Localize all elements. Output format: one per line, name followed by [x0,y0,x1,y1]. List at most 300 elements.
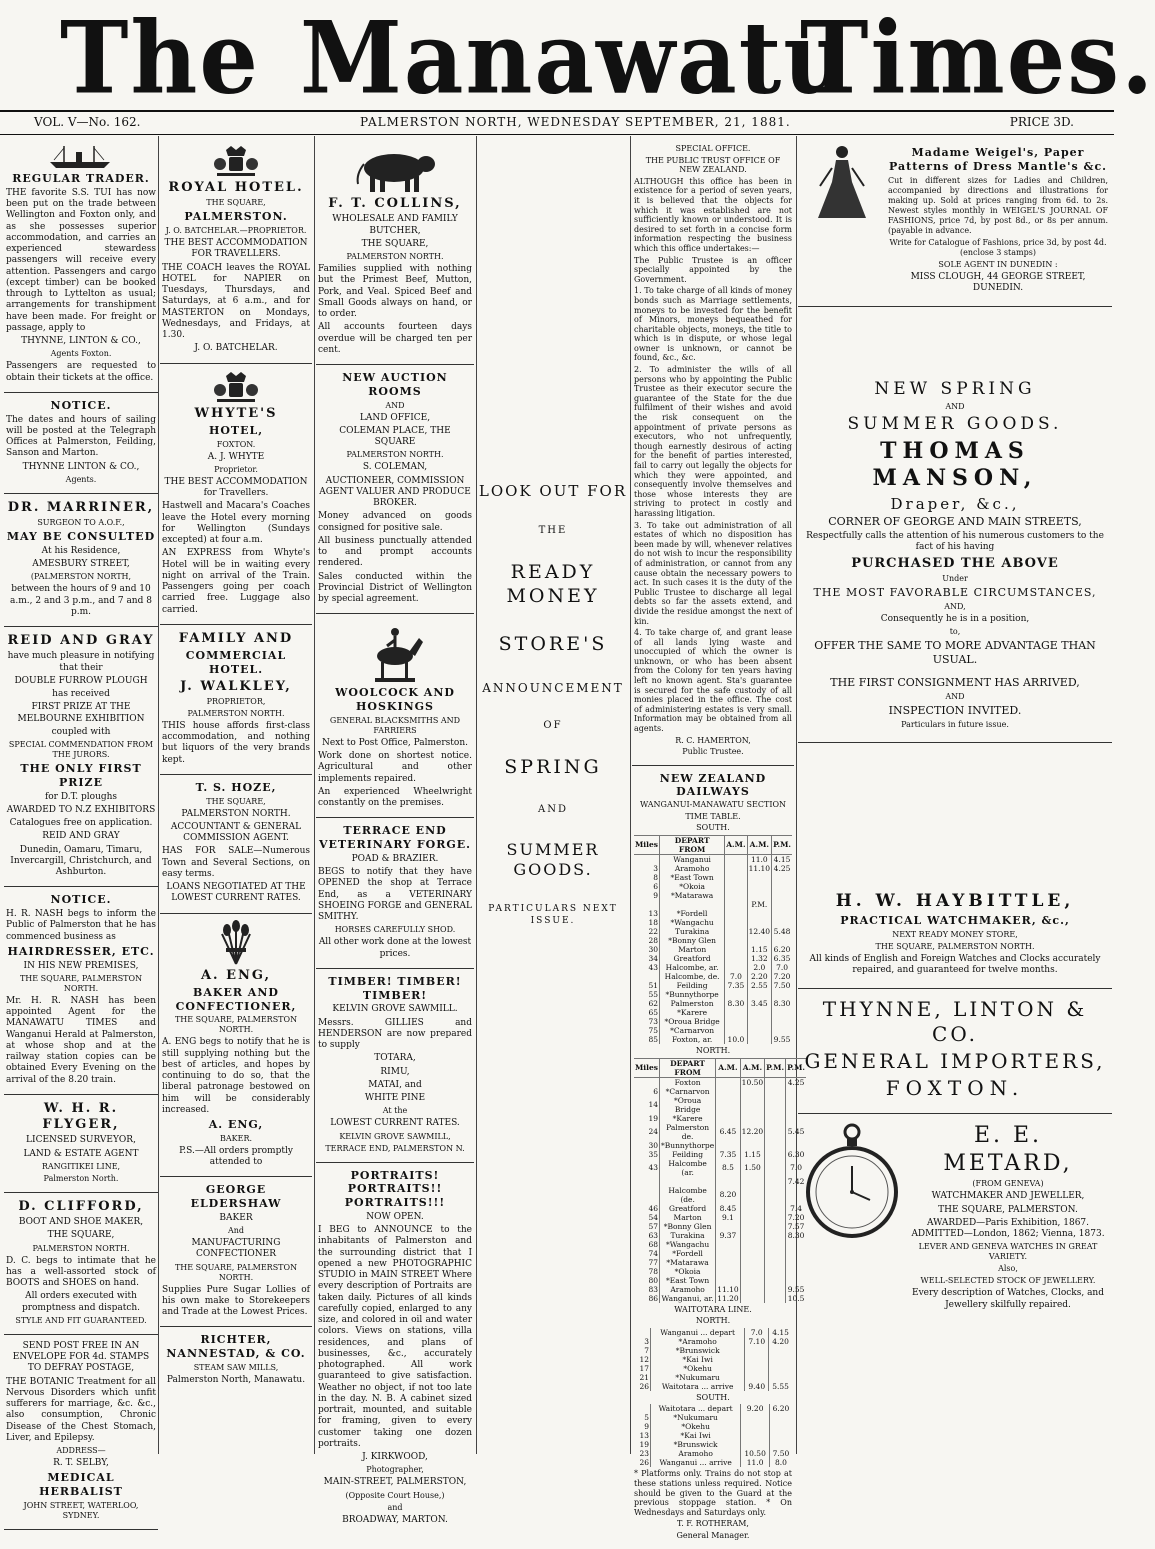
timetable-cell: 3.45 [747,999,771,1008]
ad-public-trust [632,138,794,766]
timetable-row [634,882,792,891]
ad-line: SUMMER GOODS. [506,840,600,880]
timetable-row [634,1249,806,1258]
timetable-cell [765,1177,786,1186]
timetable-cell: Halcombe (de. [660,1186,716,1204]
ad-line: All kinds of English and Foreign Watches and Clocks accurately repaired, and guaranteed for twelve months. [809,953,1101,975]
timetable-cell: 7 [644,1345,649,1355]
ad-line: FIRST PRIZE AT THE MELBOURNE EXHIBITION [17,702,145,724]
timetable-cell: Foxton [660,1077,716,1087]
timetable-cell: 7.4 [786,1204,806,1213]
timetable-cell: 62 [648,998,658,1008]
royal-crest-icon [211,144,261,178]
ad-line: STORE'S [498,632,608,655]
ad-line: FOXTON. [216,439,256,449]
ad-line: PALMERSTON NORTH. [32,1243,130,1253]
ad-line: CORNER OF GEORGE AND MAIN STREETS, [828,515,1082,529]
column-4 [478,138,628,1454]
ad-body: I BEG to ANNOUNCE to the inhabitants of Palmerston and the surrounding district that I opened a new PHOTOGRAPHIC STUDIO in MAIN STREET Where every description of Portraits are taken daily. Pictures of all kinds carefully copied, enlarged to any size, and colored in oil and water colors. Views on stations, villa residences, and plans of businesses, &c., accurately photographed. All work guaranteed to give satisfaction. Weather no object, if not too late in the day. N. B. A cabinet sized portrait, mounted, and suitable for framing, given to every customer taking one dozen portraits. [318,1225,472,1449]
ad-line: THE SQUARE, [47,1230,115,1241]
timetable-cell [745,1346,769,1355]
ad-line: AMESBURY STREET, [32,559,130,569]
ad-line: THE SQUARE, [361,238,429,249]
ad-line: AND, [944,601,966,611]
ad-body: 1. To take charge of all kinds of money bonds such as Marriage settlements, moneys to be invested for the benefit of Minors, moneys bequeathed for charitable objects, moneys, the title to which is in dispute, or whose legal owner is unknown, or cannot be found, &c., &c. [634,286,792,363]
timetable-cell [740,1267,764,1276]
timetable-cell: 12 [639,1354,649,1364]
timetable-row [634,999,792,1008]
ad-line: FOXTON. [885,1076,1025,1101]
ad-body: Messrs. GILLIES and HENDERSON are now prepared to supply [318,1017,472,1050]
timetable-header-cell: Miles [634,835,660,854]
timetable-cell: Greatford [660,954,725,963]
timetable-cell [725,873,747,882]
timetable-cell [772,882,792,891]
ad-body: Sales conducted within the Provincial District of Wellington by special agreement. [318,571,472,604]
timetable-cell: 22 [648,926,658,936]
ad-heading: W. H. R. FLYGER, [42,1100,120,1132]
ad-heading: NOTICE. [50,398,112,412]
timetable-cell [716,1114,740,1123]
timetable-cell [634,900,660,909]
ad-line: AND [945,692,965,701]
timetable-south [634,835,792,1044]
timetable-cell [740,1204,764,1213]
ad-line: GENERAL IMPORTERS, [804,1049,1106,1074]
ad-body: Supplies Pure Sugar Lollies of his own make to Storekeepers and Trade at the Lowest Prices. [162,1284,310,1317]
ad-heading: DR. MARRINER, [7,499,155,515]
ad-timber [316,969,474,1163]
ad-line: THE PUBLIC TRUST OFFICE OF NEW ZEALAND. [645,155,781,175]
ad-line: LOOK OUT FOR [478,482,628,500]
ad-line: Under [942,573,968,583]
ad-body: H. R. NASH begs to inform the Public of Palmerston that he has commenced business as [6,909,156,942]
ad-heading: SPECIAL OFFICE. [675,144,751,153]
masthead [0,0,1155,117]
timetable-cell: *Karere [660,1008,725,1017]
timetable-cell [765,1096,786,1114]
ad-line: Agents. [65,474,97,484]
timetable-cell: *Nukumaru [651,1413,741,1422]
timetable-cell [769,1364,792,1373]
timetable-cell: 68 [648,1239,658,1249]
timetable-cell: 17 [639,1363,649,1373]
timetable-row [634,909,792,918]
column-rule [476,136,477,1454]
timetable-cell: 7.50 [772,981,792,990]
timetable-cell [740,1087,764,1096]
timetable-cell: *Nukumaru [651,1373,745,1382]
timetable-cell [740,1177,764,1186]
timetable-header [634,835,792,854]
ad-body: AN EXPRESS from Whyte's Hotel will be in waiting every night on arrival of the Train. Passengers going per coach carried free. Luggage also carried. [162,548,310,615]
timetable-cell [634,972,660,981]
ad-line: BOOT AND SHOE MAKER, [18,1217,144,1227]
ad-body: 4. To take charge of, and grant lease of all lands lying waste and unoccupied of which the owner is unknown, or who has been absent from the Colony for ten years having left no known agent. Sta's guarantee is secured for the safe custody of all monies placed in the office. The cost of administering estates is very small. Information may be obtained from all agents. [634,628,792,734]
ad-whyte-hotel [160,364,312,625]
ad-reid-gray [4,627,158,887]
timetable-cell: Wanganui ... arrive [651,1458,741,1467]
ad-collins-butcher [316,138,474,365]
timetable-row [634,1096,806,1114]
timetable-cell: 83 [648,1284,658,1294]
ad-line: Also, [998,1264,1018,1274]
ad-line: SPRING [504,756,602,778]
timetable-row [634,1204,806,1213]
timetable-cell: 3 [644,1336,649,1346]
ad-heading: WHYTE'S [194,405,278,421]
timetable-row [634,918,792,927]
timetable-row [634,1258,806,1267]
ad-heading: D. CLIFFORD, [18,1198,144,1214]
ad-line: THE SQUARE, PALMERSTON. [938,1204,1078,1215]
timetable-row [634,990,792,999]
timetable-row [634,1008,792,1017]
ad-line: have much pleasure in notifying that their [7,651,155,673]
timetable-cell [769,1422,792,1431]
ad-line: GENERAL BLACKSMITHS AND FARRIERS [329,715,461,735]
ad-line: General Manager. [676,1530,750,1540]
timetable-cell: 11.0 [747,854,771,864]
ad-line: Dunedin, Oamaru, Timaru, Invercargill, Christchurch, and Ashburton. [10,844,152,877]
ad-line: PALMERSTON NORTH. [346,450,444,460]
timetable-cell [765,1150,786,1159]
timetable-cell: 7.0 [772,963,792,972]
timetable-cell [772,990,792,999]
timetable-cell [740,1231,764,1240]
timetable-cell: 8.5 [716,1159,740,1177]
timetable-cell [765,1114,786,1123]
timetable-cell: 6 [653,881,658,891]
timetable-cell: *Okehu [651,1422,741,1431]
timetable-north [634,1058,806,1303]
timetable-cell: 1.15 [747,945,771,954]
ad-body: BEGS to notify that they have OPENED the shop at Terrace End, as a VETERINARY SHOEING FORGE and GENERAL SMITHY. [318,867,472,922]
timetable-cell [634,1186,660,1204]
ad-line: LOWEST CURRENT RATES. [330,1118,460,1129]
ad-line: ANNOUNCEMENT [482,680,624,695]
timetable-cell: Marton [660,945,725,954]
ad-heading: PORTRAITS! PORTRAITS!! PORTRAITS!!! [344,1168,446,1209]
timetable-cell [740,1294,764,1303]
timetable-cell: 12.20 [740,1123,764,1141]
ad-line: RANGITIKEI LINE, [41,1161,121,1171]
ad-line: MATAI, and [368,1079,422,1090]
timetable-cell: 9 [653,890,658,900]
ad-body: Money advanced on goods consigned for positive sale. [318,511,472,533]
ad-line: MEDICAL HERBALIST [39,1471,123,1498]
ad-line: (PALMERSTON NORTH, [30,572,132,582]
timetable-cell: 11.0 [741,1458,770,1467]
ad-line: SEND POST FREE IN AN ENVELOPE FOR 4d. STAMPS TO DEFRAY POSTAGE, [12,1340,150,1374]
ad-line: COLEMAN PLACE, THE SQUARE [339,425,451,447]
timetable-cell [740,1141,764,1150]
price: PRICE 3D. [1009,115,1074,129]
timetable-cell [765,1141,786,1150]
timetable-cell [740,1096,764,1114]
ad-ready-money-store [478,138,628,927]
timetable-cell: *East Town [660,873,725,882]
timetable-cell [769,1373,792,1382]
timetable-cell [634,1404,651,1413]
timetable-row [634,854,792,864]
timetable-cell: 26 [639,1381,649,1391]
timetable-cell: Marton [660,1213,716,1222]
ad-body: THE COACH leaves the ROYAL HOTEL for NAPIER on Tuesdays, Thursdays, and Saturdays, at 6 a.m., and for MASTERTON on Mondays, Wednesdays, and Fridays, at 1.30. [162,262,310,340]
ad-line: A. ENG, [208,1118,264,1131]
timetable-cell [716,1077,740,1087]
timetable-cell [765,1123,786,1141]
timetable-row [634,1382,792,1391]
ad-line: THE BEST ACCOMMODATION FOR TRAVELLERS. [164,238,308,260]
ad-line: MAY BE CONSULTED [6,530,156,543]
timetable-cell [772,1008,792,1017]
timetable-cell: 4.20 [769,1337,792,1346]
timetable-cell [725,900,747,909]
ad-heading: Madame Weigel's, Paper Patterns of Dress Mantle's &c. [889,146,1107,173]
ad-line: HORSES CAREFULLY SHOD. [334,925,456,935]
ad-heading: T. S. HOZE, [195,780,277,794]
ad-line: WHITE PINE [364,1093,426,1103]
ad-heading: NEW AUCTION ROOMS [342,371,448,398]
ad-body: 3. To take out administration of all estates of which no disposition has been made by will, whenever relatives do not wish to incur the responsibility of administration, or cannot from any cause obtain the necessary powers to act. In such cases it is the duty of the Public Trustee to discharge all legal debts so far the assets extend, and divide the residue amongst the next of kin. [634,520,792,626]
timetable-cell: 9.55 [772,1035,792,1044]
ad-heading: ROYAL HOTEL. [168,180,304,195]
timetable-cell: Aramoho [651,1449,741,1458]
timetable-cell [765,1258,786,1267]
timetable-cell: 7.0 [745,1328,769,1337]
timetable-cell [740,1276,764,1285]
timetable-cell [725,990,747,999]
timetable-cell [772,918,792,927]
timetable-cell [747,1008,771,1017]
timetable-cell [745,1364,769,1373]
timetable-cell [634,854,660,864]
ad-line: All other work done at the lowest prices. [318,937,472,959]
ad-metard [798,1114,1112,1323]
ad-heading: RICHTER, NANNESTAD, & CO. [166,1333,306,1360]
timetable-cell: 63 [648,1230,658,1240]
ad-line: THE SQUARE, PALMERSTON NORTH. [174,1262,298,1282]
timetable-cell [765,1249,786,1258]
timetable-header-cell: P.M. [765,1058,786,1077]
ad-line: PARTICULARS NEXT ISSUE. [488,904,618,926]
ad-line: NOW OPEN. [366,1211,424,1222]
ad-heading: WOOLCOCK AND HOSKINGS [335,686,455,713]
masthead-manawatu: Manawatu [300,0,853,117]
timetable-cell [765,1240,786,1249]
timetable-cell: 10.0 [725,1035,747,1044]
timetable-cell [747,891,771,900]
ad-body: HAS FOR SALE—Numerous Town and Several Sections, on easy terms. [162,846,310,879]
timetable-cell: 6.45 [716,1123,740,1141]
ad-line: J. O. BATCHELAR. [194,343,278,354]
ad-line: BAKER [219,1212,253,1223]
timetable-cell: 9 [644,1422,649,1432]
timetable-cell: 4.15 [772,854,792,864]
timetable-cell: *Karere [660,1114,716,1123]
timetable-header-cell: Miles [634,1058,660,1077]
timetable-cell [765,1213,786,1222]
ad-line: SOUTH. [696,1392,730,1402]
timetable-waitotara-north [634,1328,792,1391]
timetable-cell: 7.20 [786,1213,806,1222]
ad-line: J. WALKLEY, [180,678,292,694]
timetable-cell [725,882,747,891]
timetable-cell: Feilding [660,981,725,990]
ad-regular-trader [4,138,158,393]
timetable-cell: *Kai Iwi [651,1431,741,1440]
horse-rider-icon [365,620,425,684]
ad-coleman [316,365,474,614]
ad-heading: TERRACE END VETERINARY FORGE. [319,824,471,851]
timetable-cell [725,909,747,918]
ad-line: AWARDED—Paris Exhibition, 1867. ADMITTED—London, 1862; Vienna, 1873. [911,1217,1105,1239]
ad-line: has received [52,689,110,699]
timetable-cell: 80 [648,1275,658,1285]
timetable-cell [772,936,792,945]
ad-line: INSPECTION INVITED. [888,704,1022,717]
timetable-cell: Palmerston de. [660,1123,716,1141]
ad-line: and [387,1502,403,1512]
timetable-cell: 2.0 [747,963,771,972]
timetable-cell: 11.10 [748,863,771,873]
ad-line: BROADWAY, MARTON. [342,1514,448,1525]
timetable-cell [769,1346,792,1355]
timetable-cell: *Kai Iwi [651,1355,745,1364]
timetable-row [634,1150,806,1159]
ad-line: THE ONLY FIRST PRIZE [20,762,142,789]
ad-line: P.S.—All orders promptly attended to [179,1145,293,1167]
timetable-cell [725,936,747,945]
ad-clifford [4,1193,158,1335]
timetable-row [634,1240,806,1249]
timetable-row [634,1458,792,1467]
timetable-cell: 7.35 [716,1150,740,1159]
ad-line: PALMERSTON NORTH. [346,252,444,261]
ad-line: THE MOST FAVORABLE CIRCUMSTANCES, [813,585,1097,599]
timetable-cell [747,909,771,918]
timetable-row [634,1413,792,1422]
timetable-cell: 9.20 [741,1404,770,1413]
ad-line: COMMERCIAL HOTEL. [185,649,287,676]
timetable-cell: *Brunswick [651,1346,745,1355]
timetable-header-cell: DEPART FROM [660,835,725,854]
ad-line: ACCOUNTANT & GENERAL COMMISSION AGENT. [170,821,302,843]
timetable-cell: 6 [653,1086,658,1096]
ad-line: Palmerston North, Manawatu. [166,1374,306,1385]
ad-line: Catalogues free on application. [9,818,153,828]
timetable-cell: 46 [648,1203,658,1213]
ad-heading: REGULAR TRADER. [12,172,150,185]
ad-line: SURGEON TO A.O.F., [37,518,125,527]
timetable-cell [725,918,747,927]
timetable-cell: 11.10 [717,1284,739,1294]
ad-heading: H. W. HAYBITTLE, [835,890,1075,911]
timetable-cell: 18 [648,917,658,927]
timetable-cell: Aramoho [660,864,725,873]
timetable-cell: Foxton, ar. [660,1035,725,1044]
ad-line: MISS CLOUGH, 44 GEORGE STREET, DUNEDIN. [910,271,1086,293]
timetable-cell: 77 [648,1257,658,1267]
timetable-cell [772,900,792,909]
timetable-cell: 6.20 [772,945,792,954]
timetable-cell: 74 [648,1248,658,1258]
ad-line: Write for Catalogue of Fashions, price 3d, by post 4d. (enclose 3 stamps) [889,237,1107,257]
ad-line: THE SQUARE, [206,198,266,208]
ad-body: 2. To administer the wills of all persons who by appointing the Public Trustee as their executor secure the guarantee of the State for the due fulfilment of their wishes and avoid the risk consequent on the appointment of private persons as executors, who not unfrequently, though earnestly desirous of acting for the benefit of parties interested, fail to carry out legally the objects for which they were appointed, and consequently involve themselves and those whose interests they are striving to protect in costly and harassing litigation. [634,365,792,518]
ad-line: BAKER. [219,1133,253,1143]
ad-body: The dates and hours of sailing will be posted at the Telegraph Offices at Palmerston, Feilding, Sanson and Marton. [6,414,156,459]
ad-body: D. C. begs to intimate that he has a well-assorted stock of BOOTS and SHOES on hand. [6,1255,156,1288]
timetable-row [634,1431,792,1440]
timetable-cell: 5.45 [786,1123,806,1141]
ad-line: And [227,1226,245,1235]
timetable-row [634,1337,792,1346]
timetable-cell: 9.37 [716,1231,740,1240]
timetable-cell: 7.0 [725,972,747,981]
timetable-cell [740,1114,764,1123]
ad-line: WANGANUI-MANAWATU SECTION [639,800,787,810]
ad-line: NEXT READY MONEY STORE, [892,929,1018,939]
ad-line: NEW SPRING [874,379,1036,399]
timetable-cell: 34 [648,953,658,963]
ad-line: LOANS NEGOTIATED AT THE LOWEST CURRENT RATES. [166,882,306,904]
ad-line: THE [538,524,568,536]
ad-heading: NEW ZEALAND DAILWAYS [659,771,767,798]
timetable-cell [634,1177,660,1186]
ad-line: LICENSED SURVEYOR, [26,1135,136,1146]
ad-line: All accounts fourteen days overdue will be charged ten per cent. [318,322,472,355]
column-rule [158,136,159,1454]
timetable-header-cell: DEPART FROM [660,1058,716,1077]
timetable-cell [745,1355,769,1364]
timetable-cell: 85 [648,1034,658,1044]
pocket-watch-icon [802,1120,902,1240]
ad-heading: THOMAS MANSON, [872,437,1038,491]
ad-line: PALMERSTON NORTH. [181,808,291,819]
timetable-cell: 23 [639,1449,649,1459]
ad-line: READY MONEY [506,561,600,607]
timetable-cell [772,909,792,918]
timetable-cell [772,1017,792,1026]
timetable-cell: Wanganui ... depart [651,1328,745,1337]
ad-line: POAD & BRAZIER. [351,853,439,864]
timetable-cell [725,1026,747,1035]
timetable-row [634,1267,806,1276]
timetable-cell: 4.15 [769,1328,792,1337]
ad-marriner [4,494,158,627]
ad-line: J. O. BATCHELAR.—PROPRIETOR. [165,226,307,235]
timetable-cell [716,1096,740,1114]
timetable-cell: 1.32 [747,954,771,963]
timetable-cell: *Bunnythorpe [661,1140,715,1150]
ad-body: * Platforms only. Trains do not stop at these stations unless required. Notice should be given to the Guard at the previous stoppage station. * On Wednesdays and Saturdays only. [634,1469,792,1517]
timetable-cell [725,963,747,972]
timetable-cell [716,1267,740,1276]
timetable-cell [747,918,771,927]
timetable-cell: Aramoho [660,1285,716,1294]
timetable-cell: 5 [644,1413,649,1423]
ad-railways [632,766,806,1549]
timetable-cell: Turakina [660,927,725,936]
timetable-cell: 2.20 [747,972,771,981]
timetable-cell: 8.0 [769,1458,792,1467]
ad-line: TOTARA, [374,1053,416,1064]
timetable-cell: *Okoia [660,1267,716,1276]
timetable-cell: 13 [648,908,658,918]
timetable-row [634,981,792,990]
